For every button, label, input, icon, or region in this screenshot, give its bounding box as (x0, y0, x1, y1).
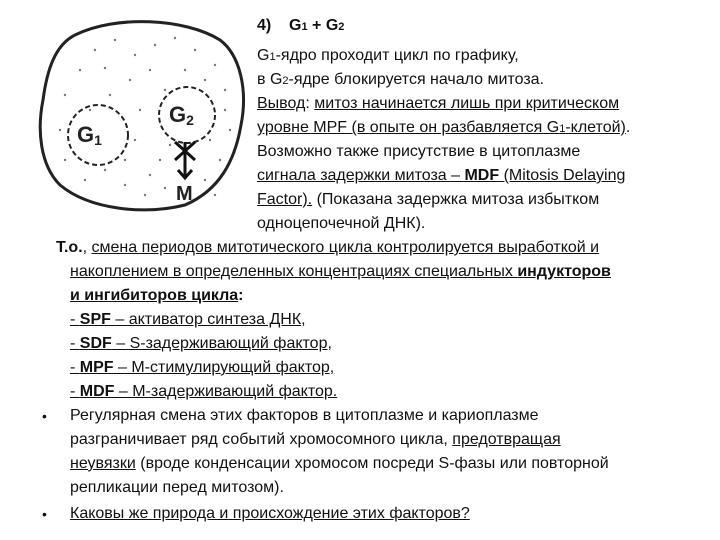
bullet-2: • (42, 506, 47, 522)
question-line: Каковы же природа и происхождение этих факторов? (70, 505, 470, 522)
m-label: M (176, 183, 193, 205)
factor-spf: - SPF – активатор синтеза ДНК, (70, 311, 306, 328)
line-mpf: уровне МРF (в опыте он разбавляется G1-клетой). (257, 119, 631, 136)
experiment-title: 4) G1 + G2 (257, 17, 345, 34)
blocked-arrow (175, 142, 195, 178)
para-regular-line2: разграничивает ряд событий хромосомного цикла, предотвращая (70, 431, 561, 448)
line-conclusion: Вывод: митоз начинается лишь при критическом (257, 95, 620, 112)
line-g2-core: в G2-ядре блокируется начало митоза. (257, 71, 545, 88)
para-regular-line4: репликации перед митозом). (70, 479, 284, 496)
factor-mdf: - MDF – М-задерживающий фактор. (70, 383, 338, 400)
factor-mpf: - MPF – М-стимулирующий фактор, (70, 359, 335, 376)
para-regular-line1: Регулярная смена этих факторов в цитоплазме и кариоплазме (70, 407, 539, 424)
line-g1-core: G1-ядро проходит цикл по графику, (257, 47, 519, 64)
g1-label: G1 (77, 122, 102, 148)
cell-fusion-diagram (35, 10, 250, 215)
line-inhibitors: и ингибиторов цикла: (70, 287, 244, 304)
cytoplasm-dots (59, 37, 231, 196)
bullet-1: • (42, 408, 47, 424)
para-regular-line3: неувязки (вроде конденсации хромосом посреди S-фазы или повторной (70, 455, 609, 472)
g2-label: G2 (169, 102, 194, 128)
line-factor: Factor). (Показана задержка митоза избытком (257, 191, 600, 208)
factor-sdf: - SDF – S-задерживающий фактор, (70, 335, 332, 352)
line-thus: Т.о., смена периодов митотического цикла контролируется выработкой и (56, 239, 600, 256)
line-dna: одноцепочечной ДНК). (257, 215, 426, 232)
line-accumulation: накоплением в определенных концентрациях специальных индукторов (70, 263, 611, 280)
line-possible: Возможно также присутствие в цитоплазме (257, 143, 581, 160)
cell-outline (40, 22, 243, 210)
line-mdf: сигнала задержки митоза – MDF (Mitosis Delaying (257, 167, 626, 184)
